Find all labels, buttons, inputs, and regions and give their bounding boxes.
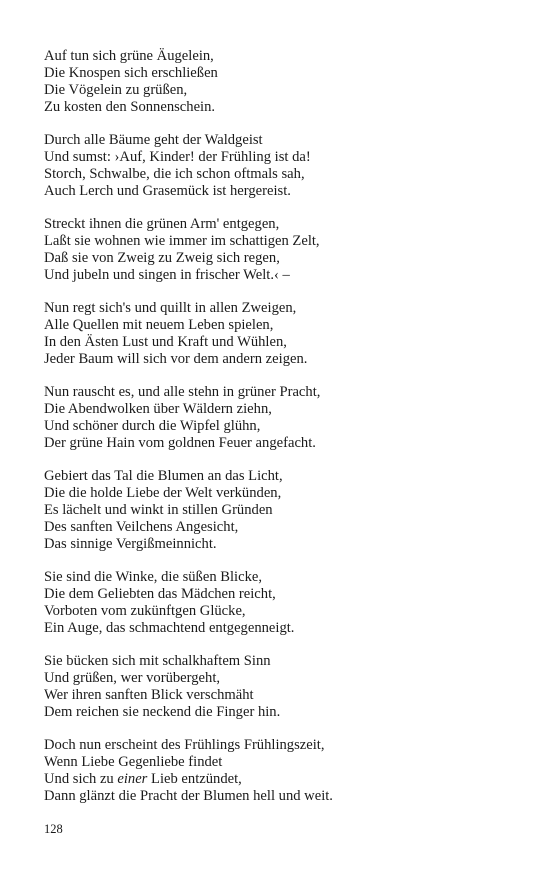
stanza [44,300,524,368]
poem-line: Dem reichen sie neckend die Finger hin. [44,704,281,720]
stanza [44,653,524,721]
stanza [44,384,524,452]
poem-line: Daß sie von Zweig zu Zweig sich regen, [44,250,280,266]
page-number: 128 [44,822,63,836]
poem-text [44,48,524,821]
poem-line: Wer ihren sanften Blick verschmäht [44,687,254,703]
poem-line: Nun rauscht es, und alle stehn in grüner Pracht, [44,384,321,400]
poem-line: Dann glänzt die Pracht der Blumen hell und weit. [44,788,333,804]
poem-line: In den Ästen Lust und Kraft und Wühlen, [44,334,287,350]
poem-line: Vorboten vom zukünftgen Glücke, [44,603,246,619]
poem-line: Auch Lerch und Grasemück ist hergereist. [44,183,291,199]
poem-line: Und sumst: ›Auf, Kinder! der Frühling ist da! [44,149,311,165]
poem-line: Das sinnige Vergißmeinnicht. [44,536,217,552]
stanza [44,132,524,200]
stanza [44,468,524,553]
poem-line: Es lächelt und winkt in stillen Gründen [44,502,273,518]
poem-line: Alle Quellen mit neuem Leben spielen, [44,317,274,333]
poem-line: Der grüne Hain vom goldnen Feuer angefacht. [44,435,316,451]
poem-line: Die die holde Liebe der Welt verkünden, [44,485,282,501]
poem-line: Sie sind die Winke, die süßen Blicke, [44,569,263,585]
poem-line: Die Abendwolken über Wäldern ziehn, [44,401,272,417]
poem-line: Wenn Liebe Gegenliebe findet [44,754,223,770]
emphasized-word: einer [117,771,148,787]
stanza [44,216,524,284]
poem-line: Und schöner durch die Wipfel glühn, [44,418,261,434]
stanza [44,737,524,805]
poem-line: Streckt ihnen die grünen Arm' entgegen, [44,216,280,232]
poem-line: Gebiert das Tal die Blumen an das Licht, [44,468,283,484]
poem-line: Des sanften Veilchens Angesicht, [44,519,239,535]
poem-line: Die Knospen sich erschließen [44,65,218,81]
poem-line: Storch, Schwalbe, die ich schon oftmals sah, [44,166,305,182]
poem-line: Laßt sie wohnen wie immer im schattigen Zelt, [44,233,320,249]
poem-line: Sie bücken sich mit schalkhaftem Sinn [44,653,271,669]
poem-line: Die Vögelein zu grüßen, [44,82,188,98]
poem-line: Durch alle Bäume geht der Waldgeist [44,132,263,148]
poem-line: Zu kosten den Sonnenschein. [44,99,216,115]
poem-line: Nun regt sich's und quillt in allen Zweigen, [44,300,297,316]
poem-line: Und sich zu einer Lieb entzündet, [44,771,242,787]
stanza [44,48,524,116]
poem-line: Ein Auge, das schmachtend entgegenneigt. [44,620,295,636]
poem-line: Und jubeln und singen in frischer Welt.‹ – [44,267,290,283]
stanza [44,569,524,637]
poem-line: Doch nun erscheint des Frühlings Frühlingszeit, [44,737,325,753]
poem-line: Und grüßen, wer vorübergeht, [44,670,221,686]
poem-line: Die dem Geliebten das Mädchen reicht, [44,586,276,602]
poem-line: Auf tun sich grüne Äugelein, [44,48,214,64]
poem-line: Jeder Baum will sich vor dem andern zeigen. [44,351,308,367]
